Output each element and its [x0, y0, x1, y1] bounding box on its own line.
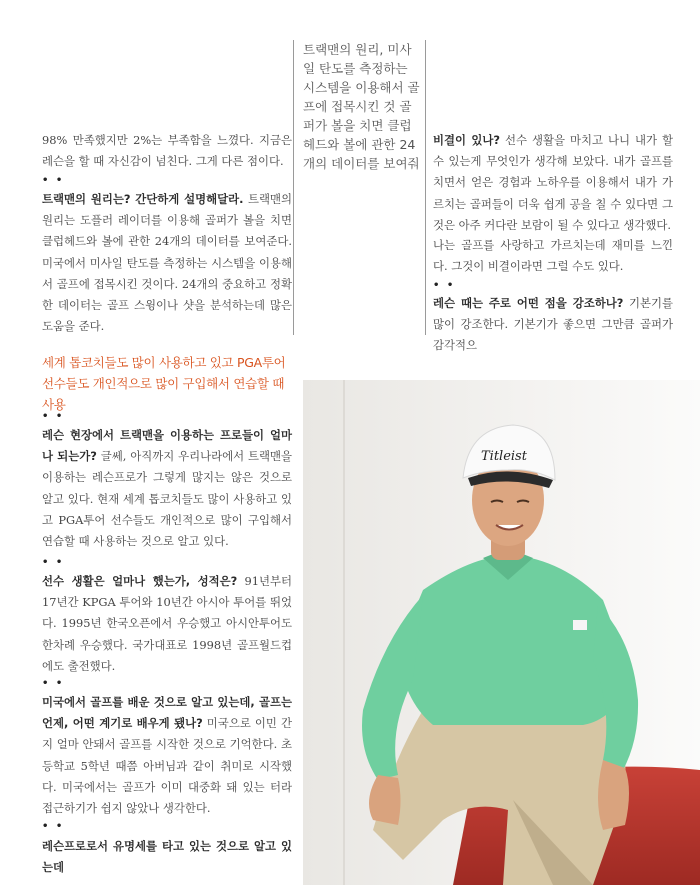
cap-logo-text: Titleist	[481, 449, 527, 464]
qa-learning-golf	[42, 692, 292, 819]
separator-dots: • •	[42, 678, 65, 689]
question-text: 미국에서 골프를 배운 것으로 알고 있는데, 골프는 언제, 어떤 계기로 배우게 됐나?	[42, 695, 292, 731]
right-forearm	[598, 760, 629, 830]
golfer-portrait-photo	[303, 380, 700, 885]
separator-dots: • •	[433, 280, 456, 291]
highlight-callout: 세계 톱코치들도 많이 사용하고 있고 PGA투어 선수들도 개인적으로 많이 구입해서 연습할 때 사용	[42, 355, 286, 412]
question-text: 비결이 있나?	[433, 133, 500, 147]
qa-trackman-principle	[42, 189, 292, 337]
answer-text: 기본기를 많이 강조한다. 기본기가 좋으면 그만큼 골퍼가 감각적으	[433, 296, 674, 353]
pull-quote: 트랙맨의 원리, 미사일 탄도를 측정하는 시스템을 이용해서 골프에 접목시킨 것 골퍼가 볼을 치면 클럽헤드와 볼에 관한 24개의 데이터를 보여줘	[303, 42, 420, 171]
wall-panel-line	[343, 380, 345, 885]
answer-text: 글쎄, 아직까지 우리나라에서 트랙맨을 이용하는 레슨프로가 그렇게 많지는 않은 것으로 알고 있다. 현재 세계 톱코치들도 많이 사용하고 있고 PGA투어 선수들도 개인적으로 많이 구입해서 연습할 때 사용하는 것으로 알고 있다.	[42, 449, 292, 549]
qa-fame	[42, 836, 292, 878]
qa-secret	[433, 130, 673, 236]
question-text: 레슨프로로서 유명세를 타고 있는 것으로 알고 있는데	[42, 839, 292, 875]
answer-text: 미국으로 이민 간 지 얼마 안돼서 골프를 시작한 것으로 기억한다. 초등학교 5학년 때쯤 아버님과 같이 취미로 시작했다. 미국에서는 골프가 이미 대중화 돼 있는 터라 접근하기가 쉽지 않았나 생각한다.	[42, 716, 293, 816]
question-text: 선수 생활은 얼마나 했는가, 성적은?	[42, 574, 238, 588]
answer-text: 트랙맨의 원리는 도플러 레이더를 이용해 골퍼가 볼을 치면 클럽헤드와 볼에 관한 24개의 데이터를 보여준다. 미국에서 미사일 탄도를 측정하는 시스템을 이용해서 골프에 접목시킨 것이다. 24개의 중요하고 정확한 데이터는 골프 스윙이나 샷을 분석하는데 많은 도움을 준다.	[42, 192, 293, 334]
separator-dots: • •	[42, 411, 65, 422]
shirt-logo	[573, 620, 587, 630]
answer-text: 선수 생활을 마치고 나니 내가 할 수 있는게 무엇인가 생각해 보았다. 내가 골프를 치면서 얻은 경험과 노하우를 이용해서 내가 가르치는 골퍼들이 더욱 쉽게 공을 칠 수 있다면 그것은 아주 커다란 보람이 될 수 있다고 생각했다.	[433, 133, 673, 232]
column-divider-left	[293, 40, 294, 335]
qa-lesson-users	[42, 425, 292, 552]
separator-dots: • •	[42, 821, 65, 832]
question-text: 트랙맨의 원리는? 간단하게 설명해달라.	[42, 192, 244, 206]
separator-dots: • •	[42, 175, 65, 186]
top-paragraph: 98% 만족했지만 2%는 부족함을 느꼈다. 지금은 레슨을 할 때 자신감이 넘친다. 그게 다른 점이다.	[42, 133, 292, 169]
question-text: 레슨 현장에서 트랙맨을 이용하는 프로들이 얼마나 되는가?	[42, 428, 292, 464]
qa-career	[42, 571, 292, 677]
secret-followup: 나는 골프를 사랑하고 가르치는데 재미를 느낀다. 그것이 비결이라면 그럴 수도 있다.	[433, 238, 673, 274]
question-text: 레슨 때는 주로 어떤 점을 강조하나?	[433, 296, 624, 310]
separator-dots: • •	[42, 557, 65, 568]
answer-text: 91년부터 17년간 KPGA 투어와 10년간 아시아 투어를 뛰었다. 1995년 한국오픈에서 우승했고 아시안투어도 한차례 우승했다. 국가대표로 1998년 골프월드컵에도 출전했다.	[42, 574, 292, 673]
qa-emphasis	[433, 293, 673, 357]
column-divider-right	[425, 40, 426, 335]
